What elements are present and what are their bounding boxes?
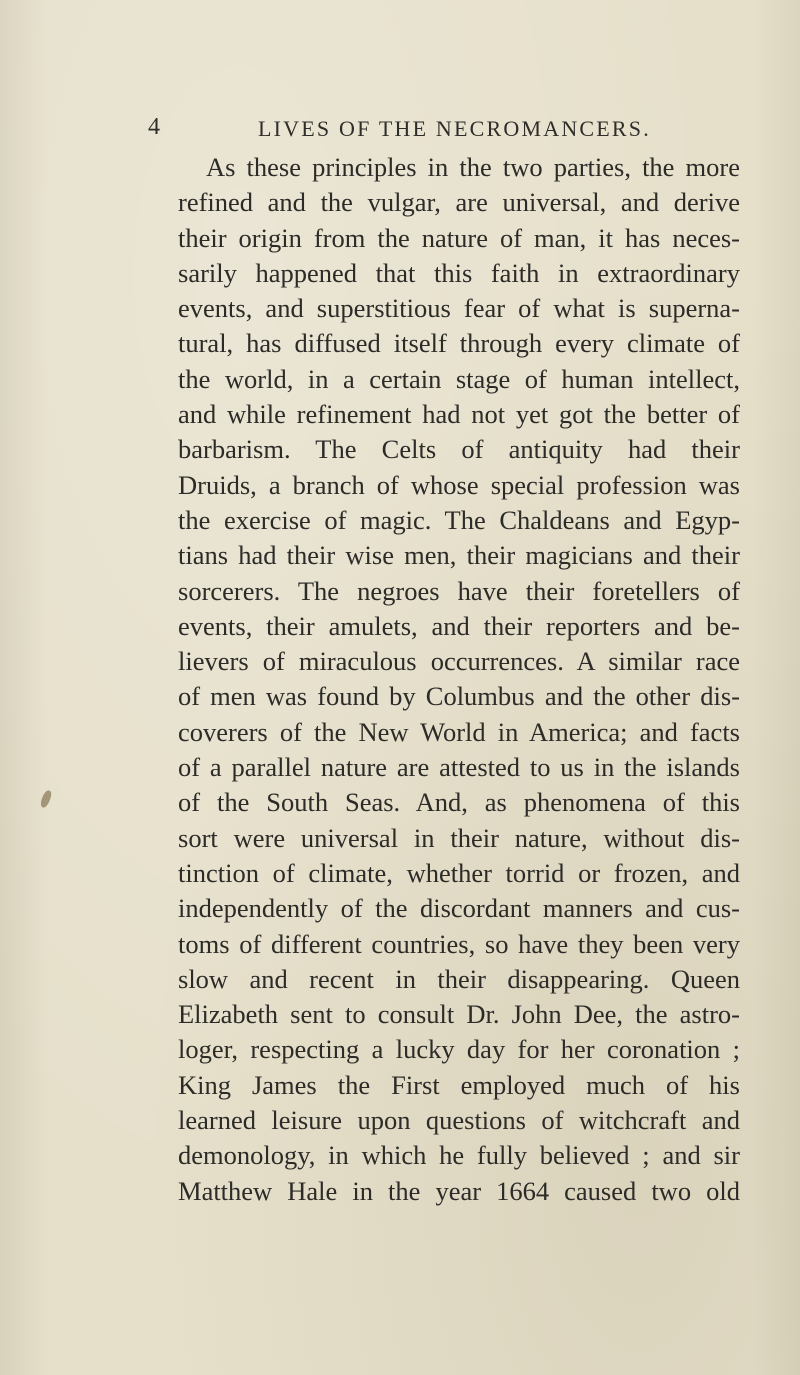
text-line: slow and recent in their disappearing. Queen	[178, 963, 740, 994]
running-head: LIVES OF THE NECROMANCERS.	[258, 116, 651, 141]
text-line: sarily happened that this faith in extraordinary	[178, 257, 740, 288]
text-line: demonology, in which he fully believed ; and sir	[178, 1140, 740, 1171]
page-number: 4	[148, 114, 160, 140]
text-line: Elizabeth sent to consult Dr. John Dee, the astro-	[178, 999, 740, 1030]
text-line: the exercise of magic. The Chaldeans and Egyp-	[178, 504, 740, 535]
paper-stain	[39, 789, 53, 809]
text-line: refined and the vulgar, are universal, and derive	[178, 187, 740, 218]
text-line: Druids, a branch of whose special profession was	[178, 469, 740, 500]
text-line: of the South Seas. And, as phenomena of this	[178, 787, 740, 818]
text-line: events, and superstitious fear of what is superna-	[178, 293, 740, 324]
text-line: coverers of the New World in America; and facts	[178, 716, 740, 747]
text-line: sort were universal in their nature, without dis-	[178, 822, 740, 853]
text-line: As these principles in the two parties, the more	[206, 152, 740, 182]
text-line: learned leisure upon questions of witchcraft and	[178, 1105, 740, 1136]
text-line: lievers of miraculous occurrences. A similar race	[178, 646, 740, 677]
text-line: their origin from the nature of man, it has neces-	[178, 222, 740, 253]
text-line: tinction of climate, whether torrid or frozen, and	[178, 857, 740, 888]
body-text	[178, 150, 740, 1209]
text-line: independently of the discordant manners and cus-	[178, 893, 740, 924]
page-header	[148, 112, 748, 148]
text-line: Matthew Hale in the year 1664 caused two old	[178, 1175, 740, 1206]
text-line: toms of different countries, so have they been very	[178, 928, 740, 959]
text-line: tural, has diffused itself through every climate of	[178, 328, 740, 359]
text-line: tians had their wise men, their magicians and their	[178, 540, 740, 571]
text-line: of a parallel nature are attested to us in the islands	[178, 752, 740, 783]
text-line: and while refinement had not yet got the better of	[178, 399, 740, 430]
text-line: sorcerers. The negroes have their foretellers of	[178, 575, 740, 606]
text-line: the world, in a certain stage of human intellect,	[178, 363, 740, 394]
text-line: King James the First employed much of his	[178, 1069, 740, 1100]
text-line: of men was found by Columbus and the other dis-	[178, 681, 740, 712]
text-line: loger, respecting a lucky day for her coronation ;	[178, 1034, 740, 1065]
text-line: events, their amulets, and their reporters and be-	[178, 610, 740, 641]
text-line: barbarism. The Celts of antiquity had their	[178, 434, 740, 465]
